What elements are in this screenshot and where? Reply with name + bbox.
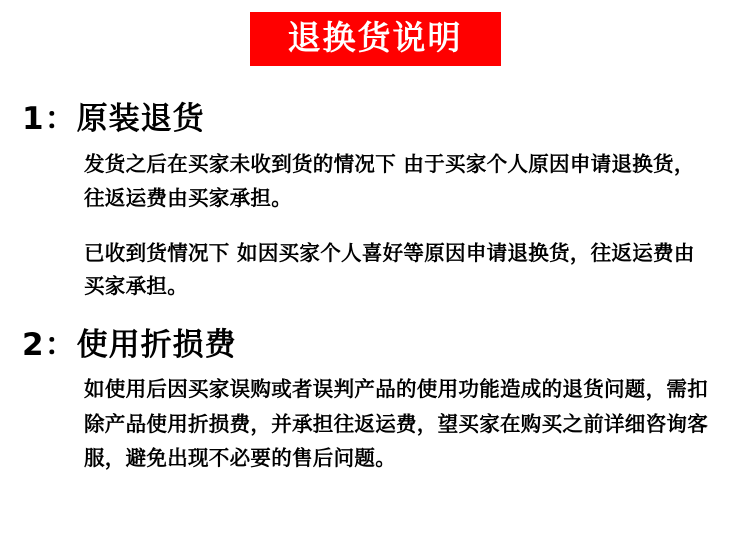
section-original-return	[0, 101, 750, 303]
section-2-paragraph-1: 如使用后因买家误购或者误判产品的使用功能造成的退货问题，需扣除产品使用折损费，并承担往返运费，望买家在购买之前详细咨询客服，避免出现不必要的售后问题。	[84, 377, 708, 470]
section-2-body	[22, 372, 728, 474]
section-1-paragraph-1: 发货之后在买家未收到货的情况下 由于买家个人原因申请退换货，往返运费由买家承担。	[84, 152, 695, 210]
section-1-heading: 1：原装退货	[22, 101, 205, 138]
section-2-heading: 2：使用折损费	[22, 327, 237, 364]
page-title: 退换货说明	[250, 12, 501, 66]
section-1-body	[22, 148, 728, 303]
section-usage-depreciation-fee	[0, 327, 750, 474]
section-1-paragraph-2: 已收到货情况下 如因买家个人喜好等原因申请退换货，往返运费由买家承担。	[84, 240, 695, 299]
title-banner-wrapper	[0, 0, 750, 66]
